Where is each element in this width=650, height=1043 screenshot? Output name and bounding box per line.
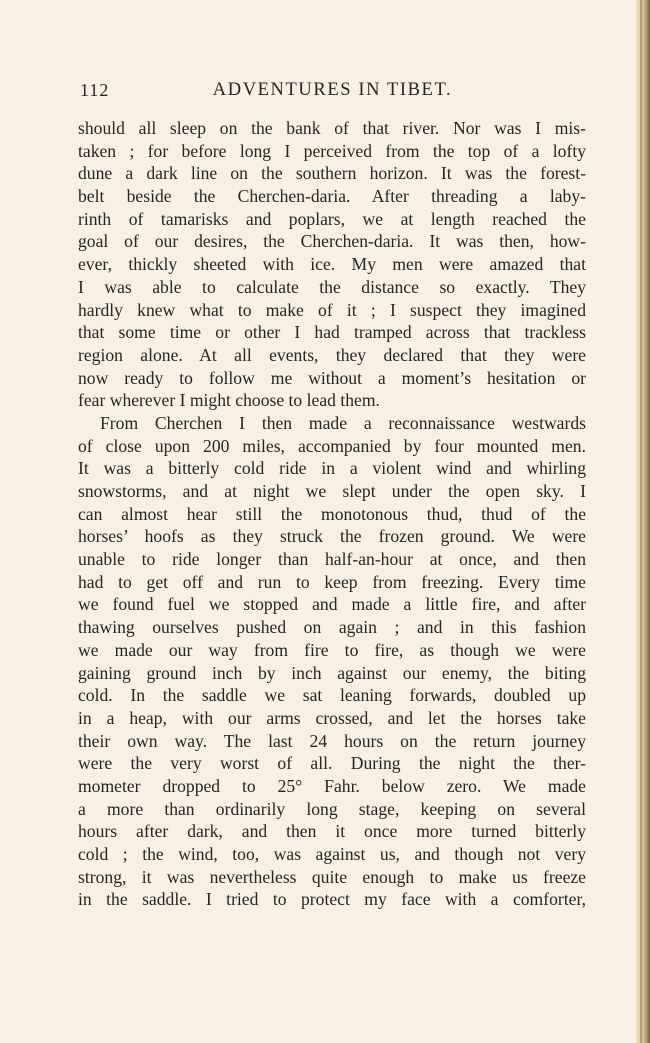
text-line: region alone. At all events, they declared that they were	[78, 344, 586, 365]
text-line: now ready to follow me without a moment’s hesitation or	[78, 367, 586, 388]
text-line: ever, thickly sheeted with ice. My men were amazed that	[78, 254, 586, 275]
text-line: hardly knew what to make of it ; I suspect they imagined	[78, 299, 586, 320]
text-line: horses’ hoofs as they struck the frozen ground. We were	[78, 526, 586, 547]
running-head	[80, 80, 585, 110]
text-line: I was able to calculate the distance so exactly. They	[78, 276, 586, 297]
text-line: goal of our desires, the Cherchen-daria. It was then, how-	[78, 231, 586, 252]
text-line: a more than ordinarily long stage, keeping on several	[78, 798, 586, 819]
text-line: that some time or other I had tramped across that trackless	[78, 322, 586, 343]
text-line: had to get off and run to keep from freezing. Every time	[78, 571, 586, 592]
text-line: can almost hear still the monotonous thud, thud of the	[78, 503, 586, 524]
text-line: were the very worst of all. During the night the ther-	[78, 753, 586, 774]
text-line: cold ; the wind, too, was against us, and though not very	[78, 844, 586, 864]
paragraph-start-line: From Cherchen I then made a reconnaissance westwards	[100, 412, 586, 433]
text-line: in the saddle. I tried to protect my face with a comforter,	[78, 889, 586, 910]
running-title: ADVENTURES IN TIBET.	[212, 80, 453, 100]
binding-shadow	[640, 0, 642, 1043]
text-line: It was a bitterly cold ride in a violent wind and whirling	[78, 458, 586, 479]
text-line: gaining ground inch by inch against our enemy, the biting	[78, 662, 586, 683]
text-line: of close upon 200 miles, accompanied by four mounted men.	[78, 435, 586, 456]
text-line: unable to ride longer than half-an-hour at once, and then	[78, 549, 586, 570]
page-gutter-edge	[636, 0, 650, 1043]
text-line: snowstorms, and at night we slept under the open sky. I	[78, 481, 586, 501]
body-text	[78, 117, 586, 911]
text-line: strong, it was nevertheless quite enough to make us freeze	[78, 866, 586, 887]
text-line: rinth of tamarisks and poplars, we at length reached the	[78, 208, 586, 229]
text-line: their own way. The last 24 hours on the return journey	[78, 730, 586, 751]
text-line: belt beside the Cherchen-daria. After threading a laby-	[78, 186, 586, 207]
text-line: should all sleep on the bank of that river. Nor was I mis-	[78, 118, 586, 138]
paragraph-end-line: fear wherever I might choose to lead them.	[78, 390, 380, 411]
text-line: thawing ourselves pushed on again ; and in this fashion	[78, 617, 586, 638]
text-line: taken ; for before long I perceived from the top of a lofty	[78, 140, 586, 161]
text-line: mometer dropped to 25° Fahr. below zero. We made	[78, 775, 586, 796]
page-number: 112	[80, 80, 110, 100]
text-line: cold. In the saddle we sat leaning forwards, doubled up	[78, 685, 586, 706]
text-line: dune a dark line on the southern horizon. It was the forest-	[78, 163, 586, 184]
text-line: in a heap, with our arms crossed, and let the horses take	[78, 707, 586, 728]
text-line: we found fuel we stopped and made a little fire, and after	[78, 594, 586, 615]
text-line: we made our way from fire to fire, as though we were	[78, 639, 586, 660]
text-line: hours after dark, and then it once more turned bitterly	[78, 821, 586, 842]
